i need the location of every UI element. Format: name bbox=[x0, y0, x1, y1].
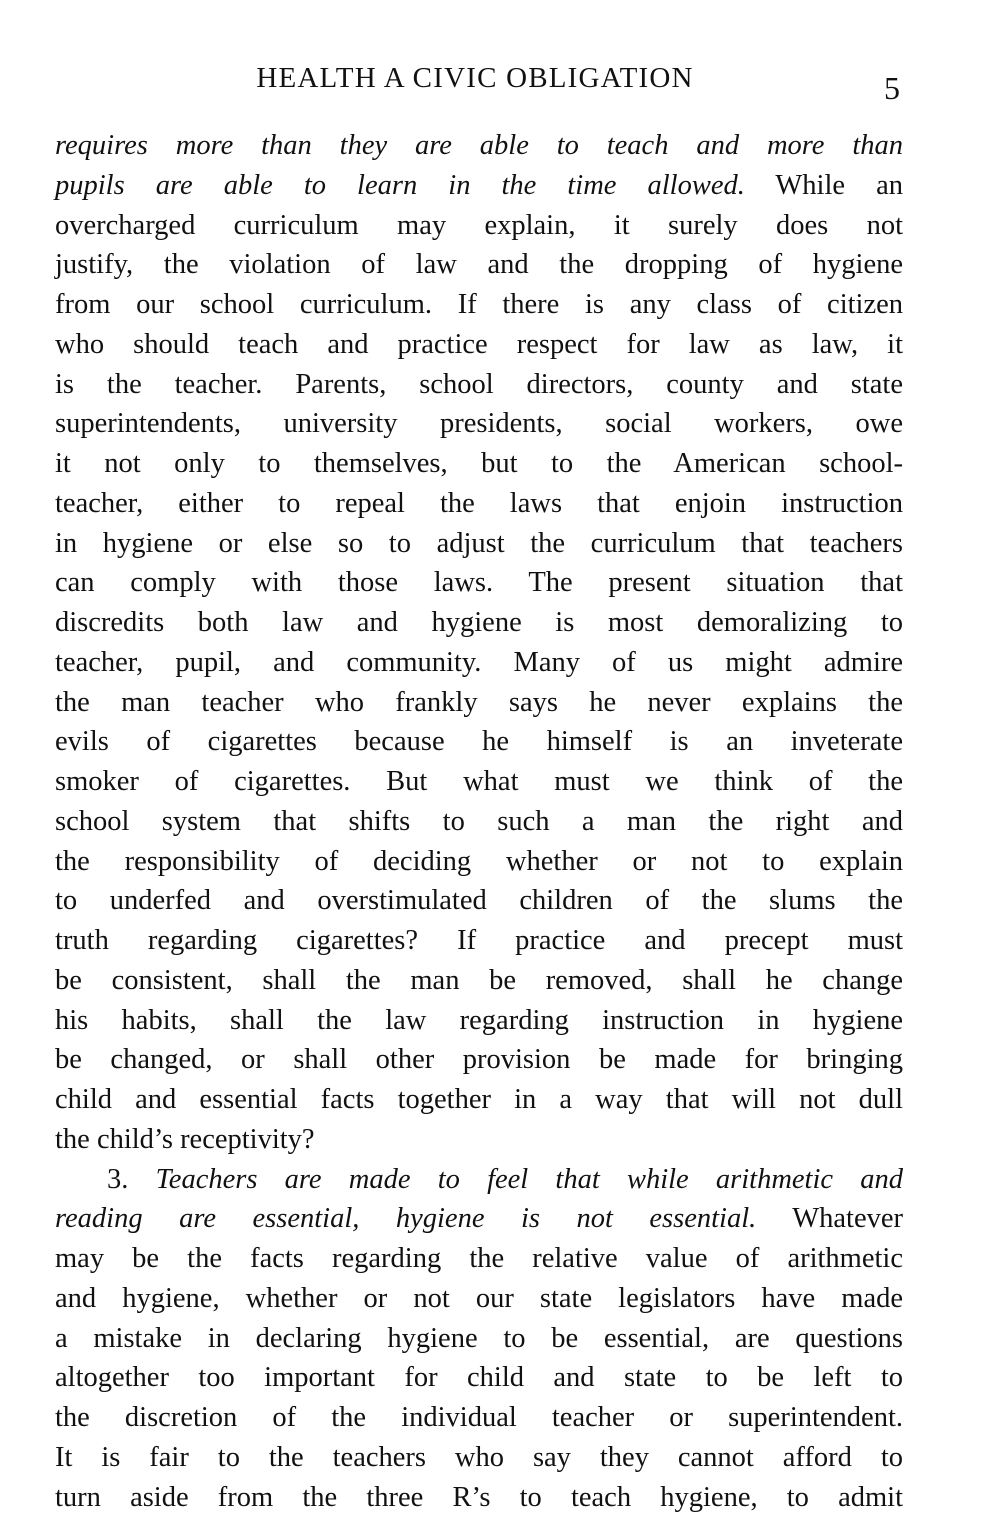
text-line: teacher, pupil, and community. Many of us might admire bbox=[55, 646, 903, 678]
text-line: it not only to themselves, but to the American school- bbox=[55, 448, 903, 479]
text-line: altogether too important for child and state to be left to bbox=[55, 1362, 903, 1394]
text-line: the man teacher who frankly says he never explains the bbox=[55, 686, 903, 718]
text-line: turn aside from the three R’s to teach hygiene, to admit bbox=[55, 1481, 903, 1513]
text-line: overcharged curriculum may explain, it surely does not bbox=[55, 209, 903, 241]
text-line: pupils are able to learn in the time allowed. While an bbox=[55, 169, 903, 201]
paragraph-3 bbox=[55, 1160, 903, 1518]
text-line: is the teacher. Parents, school directors, county and state bbox=[55, 368, 903, 400]
text-line: be changed, or shall other provision be made for bringing bbox=[55, 1044, 903, 1076]
running-title: HEALTH A CIVIC OBLIGATION bbox=[256, 62, 694, 94]
text-line: It is fair to the teachers who say they cannot afford to bbox=[55, 1441, 903, 1473]
body-text bbox=[55, 126, 903, 1517]
text-line: 3. Teachers are made to feel that while arithmetic and bbox=[107, 1163, 903, 1195]
text-line: who should teach and practice respect for law as law, it bbox=[55, 328, 903, 360]
text-line: school system that shifts to such a man the right and bbox=[55, 805, 903, 837]
text-line: truth regarding cigarettes? If practice and precept must bbox=[55, 925, 903, 956]
text-line: reading are essential, hygiene is not essential. Whatever bbox=[55, 1203, 903, 1235]
text-line: smoker of cigarettes. But what must we think of the bbox=[55, 766, 903, 797]
text-line: be consistent, shall the man be removed, shall he change bbox=[55, 964, 903, 996]
text-line: a mistake in declaring hygiene to be essential, are questions bbox=[55, 1322, 903, 1354]
text-line: the responsibility of deciding whether or not to explain bbox=[55, 845, 903, 877]
text-line: in hygiene or else so to adjust the curriculum that teachers bbox=[55, 527, 903, 559]
text-line: justify, the violation of law and the dropping of hygiene bbox=[55, 249, 903, 281]
text-line: and hygiene, whether or not our state legislators have made bbox=[55, 1282, 903, 1314]
text-line: the child’s receptivity? bbox=[55, 1123, 315, 1155]
text-line: superintendents, university presidents, social workers, owe bbox=[55, 408, 903, 440]
text-line: can comply with those laws. The present situation that bbox=[55, 567, 903, 599]
paragraph-number: 3. bbox=[107, 1163, 156, 1195]
text-line: the discretion of the individual teacher or superintendent. bbox=[55, 1402, 903, 1433]
page-number: 5 bbox=[884, 70, 900, 106]
paragraph-continued bbox=[55, 126, 903, 1160]
text-line: evils of cigarettes because he himself is an inveterate bbox=[55, 726, 903, 758]
running-header bbox=[0, 60, 1000, 106]
text-line: child and essential facts together in a way that will not dull bbox=[55, 1084, 903, 1115]
text-line: to underfed and overstimulated children of the slums the bbox=[55, 885, 903, 917]
text-line: discredits both law and hygiene is most demoralizing to bbox=[55, 607, 903, 638]
text-line: teacher, either to repeal the laws that enjoin instruction bbox=[55, 487, 903, 519]
text-line: requires more than they are able to teach and more than bbox=[55, 130, 903, 161]
text-line: his habits, shall the law regarding instruction in hygiene bbox=[55, 1004, 903, 1036]
text-line: from our school curriculum. If there is any class of citizen bbox=[55, 289, 903, 320]
text-line: may be the facts regarding the relative value of arithmetic bbox=[55, 1243, 903, 1274]
